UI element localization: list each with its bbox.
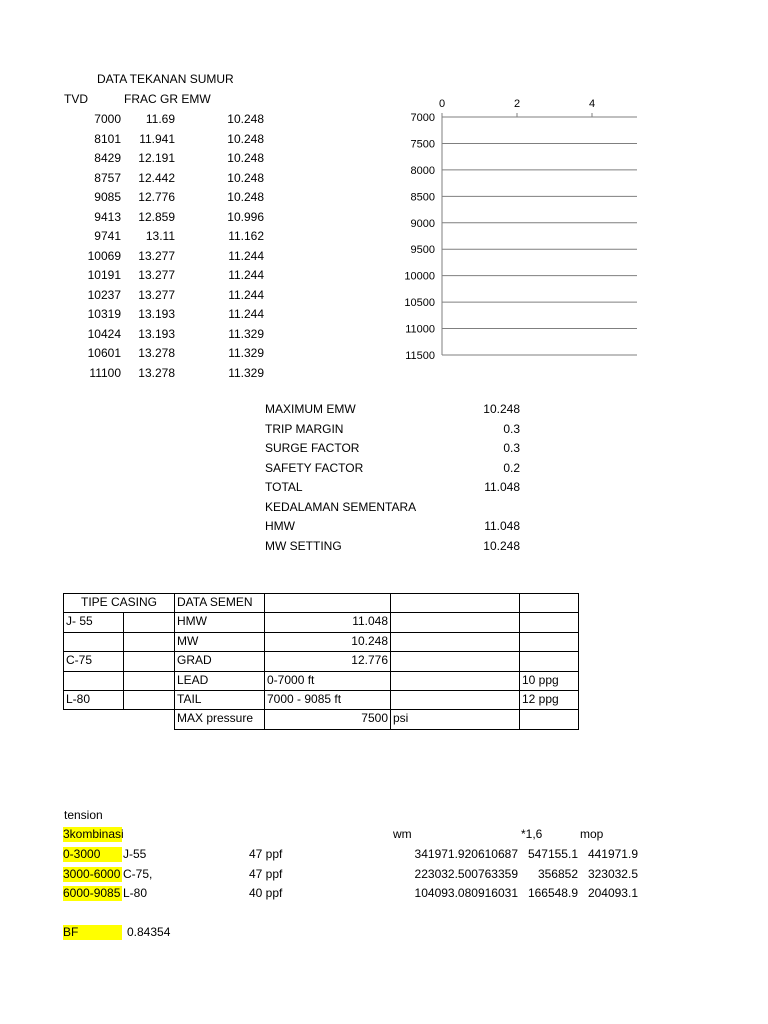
frac-cell: 13.278 bbox=[138, 346, 175, 360]
semen-extra-cell bbox=[519, 709, 579, 729]
x-tick-label: 2 bbox=[513, 98, 521, 110]
data-row bbox=[0, 190, 300, 210]
y-tick-label: 10000 bbox=[404, 270, 435, 283]
semen-value-cell: 10.248 bbox=[264, 632, 391, 652]
grid-cell bbox=[519, 593, 579, 613]
tvd-cell: 10601 bbox=[87, 346, 121, 360]
casing-type-cell: J- 55 bbox=[63, 612, 124, 632]
semen-label-cell: GRAD bbox=[174, 651, 265, 671]
frac-header: FRAC GR EMW bbox=[124, 92, 211, 106]
y-tick-label: 9000 bbox=[410, 217, 435, 230]
summary-row bbox=[265, 441, 520, 461]
semen-extra-cell: 10 ppg bbox=[519, 671, 579, 691]
summary-value: 0.3 bbox=[503, 421, 520, 436]
factor-value: 547155.1 bbox=[527, 847, 578, 861]
tvd-cell: 10237 bbox=[87, 287, 121, 302]
tvd-cell: 10069 bbox=[87, 248, 121, 263]
frac-cell: 11.69 bbox=[145, 112, 175, 126]
summary-row bbox=[265, 422, 520, 442]
semen-value-cell: 0-7000 ft bbox=[264, 671, 391, 691]
depth-range: 0-3000 bbox=[63, 847, 122, 862]
y-tick-label: 11500 bbox=[405, 350, 435, 362]
emw-cell: 11.244 bbox=[228, 268, 264, 282]
tvd-cell: 9741 bbox=[94, 229, 121, 243]
depth-chart bbox=[395, 90, 645, 365]
data-row bbox=[0, 268, 300, 288]
emw-cell: 11.244 bbox=[228, 287, 264, 302]
kombinasi-label: 3kombinasi bbox=[63, 827, 124, 841]
x-tick-label: 0 bbox=[438, 98, 446, 110]
y-tick-label: 7500 bbox=[410, 138, 435, 151]
tvd-cell: 10319 bbox=[87, 307, 121, 321]
casing-grade: J-55 bbox=[123, 847, 147, 861]
tvd-cell: 11100 bbox=[89, 365, 121, 380]
summary-row bbox=[265, 539, 520, 559]
semen-extra-cell: 12 ppg bbox=[519, 690, 579, 710]
summary-row bbox=[265, 461, 520, 481]
emw-cell: 10.248 bbox=[227, 151, 264, 165]
emw-cell: 11.162 bbox=[228, 229, 264, 243]
data-row bbox=[0, 307, 300, 327]
mop-header: mop bbox=[580, 827, 604, 841]
summary-value: 0.2 bbox=[503, 460, 520, 475]
y-tick-label: 8000 bbox=[410, 164, 435, 177]
grid-cell bbox=[123, 690, 175, 710]
frac-cell: 13.277 bbox=[138, 268, 175, 282]
summary-value: 10.248 bbox=[483, 538, 520, 553]
mop-value: 323032.5 bbox=[587, 866, 638, 881]
frac-cell: 13.11 bbox=[145, 229, 175, 243]
summary-label: TOTAL bbox=[265, 480, 303, 494]
emw-cell: 11.244 bbox=[228, 307, 264, 321]
semen-unit-cell bbox=[390, 632, 520, 652]
semen-extra-cell bbox=[519, 632, 579, 652]
grid-cell bbox=[264, 593, 391, 613]
data-row bbox=[0, 151, 300, 171]
data-row bbox=[0, 346, 300, 366]
casing-type-cell: C-75 bbox=[63, 651, 124, 671]
tvd-cell: 8757 bbox=[94, 170, 121, 185]
mop-value: 204093.1 bbox=[587, 886, 638, 900]
weight-ppf: 40 ppf bbox=[249, 886, 283, 900]
casing-grade: C-75, bbox=[123, 866, 153, 881]
tvd-cell: 8101 bbox=[94, 131, 121, 146]
wm-value: 341971.920610687 bbox=[414, 847, 518, 861]
semen-unit-cell bbox=[390, 651, 520, 671]
wm-value: 104093.080916031 bbox=[414, 886, 518, 900]
factor-value: 166548.9 bbox=[527, 886, 578, 900]
data-semen-header: DATA SEMEN bbox=[174, 593, 265, 613]
emw-cell: 10.248 bbox=[227, 190, 264, 204]
data-row bbox=[0, 132, 300, 152]
summary-value: 11.048 bbox=[484, 519, 520, 533]
summary-label: TRIP MARGIN bbox=[265, 421, 344, 436]
tvd-cell: 7000 bbox=[94, 112, 121, 126]
summary-row bbox=[265, 402, 520, 422]
data-row bbox=[0, 210, 300, 230]
summary-row bbox=[265, 480, 520, 500]
summary-label: SAFETY FACTOR bbox=[265, 460, 364, 475]
wm-header: wm bbox=[393, 827, 412, 841]
y-tick-label: 8500 bbox=[410, 191, 435, 204]
semen-unit-cell: psi bbox=[390, 709, 520, 729]
y-tick-label: 11000 bbox=[405, 323, 435, 336]
semen-label-cell: TAIL bbox=[174, 690, 265, 710]
summary-label: SURGE FACTOR bbox=[265, 441, 360, 455]
frac-cell: 13.277 bbox=[138, 248, 175, 263]
tvd-cell: 9085 bbox=[94, 190, 121, 204]
bf-value: 0.84354 bbox=[127, 925, 171, 939]
frac-cell: 13.278 bbox=[138, 365, 175, 380]
emw-cell: 11.244 bbox=[228, 248, 264, 263]
semen-unit-cell bbox=[390, 671, 520, 691]
factor-value: 356852 bbox=[537, 866, 578, 881]
emw-cell: 11.329 bbox=[228, 365, 264, 380]
semen-value-cell: 12.776 bbox=[264, 651, 391, 671]
summary-value: 10.248 bbox=[483, 402, 520, 416]
grid-cell bbox=[123, 651, 175, 671]
summary-value: 11.048 bbox=[484, 480, 520, 494]
summary-label: MAXIMUM EMW bbox=[265, 402, 356, 416]
tvd-cell: 10191 bbox=[87, 268, 121, 282]
data-row bbox=[0, 288, 300, 308]
grid-cell bbox=[123, 612, 175, 632]
summary-label: MW SETTING bbox=[265, 538, 342, 553]
frac-cell: 13.193 bbox=[138, 307, 175, 321]
bf-label: BF bbox=[63, 925, 122, 940]
semen-label-cell: MAX pressure bbox=[174, 709, 265, 729]
factor-header: *1,6 bbox=[521, 827, 543, 841]
semen-value-cell: 11.048 bbox=[264, 612, 391, 632]
semen-value-cell: 7000 - 9085 ft bbox=[264, 690, 391, 710]
semen-unit-cell bbox=[390, 612, 520, 632]
emw-cell: 11.329 bbox=[228, 326, 264, 341]
emw-cell: 10.248 bbox=[227, 112, 264, 126]
frac-cell: 12.776 bbox=[138, 190, 175, 204]
wm-value: 223032.500763359 bbox=[414, 866, 518, 881]
data-row bbox=[0, 327, 300, 347]
summary-label: HMW bbox=[265, 519, 295, 533]
tvd-cell: 9413 bbox=[94, 209, 121, 224]
depth-range: 6000-9085 bbox=[63, 886, 121, 900]
frac-cell: 12.859 bbox=[138, 209, 175, 224]
casing-grade: L-80 bbox=[123, 886, 148, 900]
tvd-cell: 10424 bbox=[87, 326, 121, 341]
x-tick-label: 4 bbox=[588, 98, 596, 110]
grid-cell bbox=[390, 593, 520, 613]
frac-cell: 11.941 bbox=[139, 131, 175, 146]
semen-extra-cell bbox=[519, 651, 579, 671]
semen-label-cell: LEAD bbox=[174, 671, 265, 691]
tipe-casing-header: TIPE CASING bbox=[63, 593, 175, 613]
weight-ppf: 47 ppf bbox=[249, 866, 283, 881]
data-row bbox=[0, 249, 300, 269]
data-row bbox=[0, 171, 300, 191]
casing-type-cell bbox=[63, 671, 124, 691]
summary-label: KEDALAMAN SEMENTARA bbox=[265, 499, 417, 514]
emw-cell: 10.248 bbox=[227, 131, 264, 146]
semen-unit-cell bbox=[390, 690, 520, 710]
tension-title: tension bbox=[64, 808, 103, 822]
frac-cell: 12.191 bbox=[138, 151, 175, 165]
y-tick-label: 9500 bbox=[410, 244, 435, 257]
mop-value: 441971.9 bbox=[587, 847, 638, 861]
weight-ppf: 47 ppf bbox=[249, 847, 283, 861]
frac-cell: 12.442 bbox=[138, 170, 175, 185]
data-row bbox=[0, 366, 300, 386]
emw-cell: 11.329 bbox=[228, 346, 264, 360]
semen-value-cell: 7500 bbox=[264, 709, 391, 729]
frac-cell: 13.277 bbox=[138, 287, 175, 302]
emw-cell: 10.248 bbox=[227, 170, 264, 185]
semen-label-cell: MW bbox=[174, 632, 265, 652]
casing-type-cell: L-80 bbox=[63, 690, 124, 710]
emw-cell: 10.996 bbox=[227, 209, 264, 224]
tvd-cell: 8429 bbox=[94, 151, 121, 165]
frac-cell: 13.193 bbox=[138, 326, 175, 341]
y-tick-label: 10500 bbox=[404, 297, 435, 310]
data-row bbox=[0, 112, 300, 132]
semen-extra-cell bbox=[519, 612, 579, 632]
data-row bbox=[0, 229, 300, 249]
summary-row bbox=[265, 519, 520, 539]
grid-cell bbox=[123, 632, 175, 652]
tvd-header: TVD bbox=[64, 92, 88, 106]
grid-cell bbox=[123, 671, 175, 691]
y-tick-label: 7000 bbox=[410, 112, 435, 124]
casing-type-cell bbox=[63, 632, 124, 652]
depth-range: 3000-6000 bbox=[63, 866, 121, 881]
semen-label-cell: HMW bbox=[174, 612, 265, 632]
summary-row bbox=[265, 500, 520, 520]
summary-value: 0.3 bbox=[503, 441, 520, 455]
sheet-title: DATA TEKANAN SUMUR bbox=[97, 72, 234, 86]
